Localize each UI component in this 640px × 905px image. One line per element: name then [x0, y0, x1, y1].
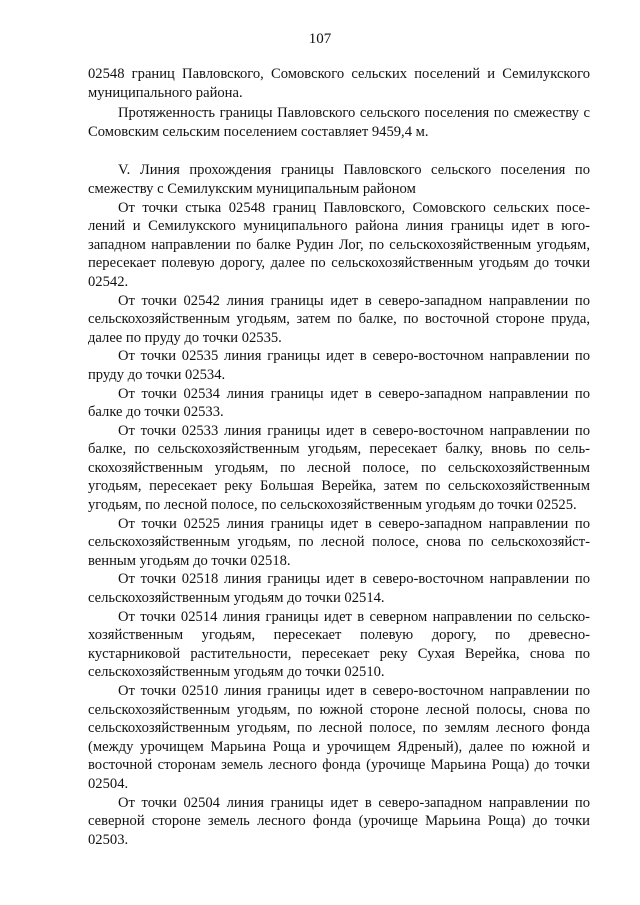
paragraph-point-02542: От точки 02542 линия границы идет в северо-западном направлении по сельскохозяйственным угодьям, затем по балке, по восточной стороне пруда, далее по пруду до точки 02535.	[88, 292, 590, 346]
paragraph-point-02535: От точки 02535 линия границы идет в северо-восточном направлении по пруду до точки 02534.	[88, 348, 590, 383]
paragraph-point-02510: От точки 02510 линия границы идет в северо-восточном направлении по сельскохозяйственным угодьям, по южной стороне лесной полосы, снова по сельскохозяйственным угодьям, по лесной полосе, по землям лесного фонда (между урочищем Марьина Роща и урочищем Ядреный), далее по южной и восточной сторонам земель лесного фонда (урочище Марьина Роща) до точки 02504.	[88, 683, 590, 792]
paragraph-point-02534: От точки 02534 линия границы идет в северо-западном направлении по балке до точки 02533.	[88, 385, 590, 421]
paragraph-point-02518: От точки 02518 линия границы идет в северо-восточном направлении по сельскохозяйственным угодьям до точки 02514.	[88, 571, 590, 607]
paragraph-point-02514: От точки 02514 линия границы идет в северном направлении по сельскохозяйственным угодьям, пересекает полевую дорогу, по древесно-кустарниковой растительности, пересекает реку Сухая Верейка, снова по сельскохозяйственным угодьям до точки 02510.	[88, 608, 590, 681]
section-heading: V. Линия прохождения границы Павловского сельского поселения по смежеству с Семилукским муниципальным районом	[88, 162, 590, 197]
paragraph-point-02525: От точки 02525 линия границы идет в северо-западном направлении по сельскохозяйственным угодьям, по лесной полосе, снова по сельскохозяйственным угодьям до точки 02518.	[88, 515, 590, 569]
document-body	[88, 65, 590, 849]
page-number: 107	[308, 31, 332, 47]
paragraph-length-summary: Протяженность границы Павловского сельского поселения по смежеству с Сомовским сельским поселением составляет 9459,4 м.	[88, 105, 590, 140]
paragraph-point-02504: От точки 02504 линия границы идет в северо-западном направлении по северной стороне земель лесного фонда (урочище Марьина Роща) до точки 02503.	[88, 794, 590, 848]
paragraph-point-02548: От точки стыка 02548 границ Павловского, Сомовского сельских поселений и Семилукского муниципального района линия границы идет в юго-западном направлении по балке Рудин Лог, по сельскохозяйственным угодьям, пересекает полевую дорогу, далее по сельскохозяйственным угодьям до точки 02542.	[88, 199, 590, 290]
paragraph-continuation: 02548 границ Павловского, Сомовского сельских поселений и Семилукского муниципального района.	[88, 66, 590, 101]
paragraph-point-02533: От точки 02533 линия границы идет в северо-восточном направлении по балке, по сельскохозяйственным угодьям, пересекает балку, вновь по сельскохозяйственным угодьям, по лесной полосе, по сельскохозяйственным угодьям, пересекает реку Большая Верейка, затем по сельскохозяйственным угодьям, по лесной полосе, по сельскохозяйственным угодьям до точки 02525.	[88, 422, 590, 514]
